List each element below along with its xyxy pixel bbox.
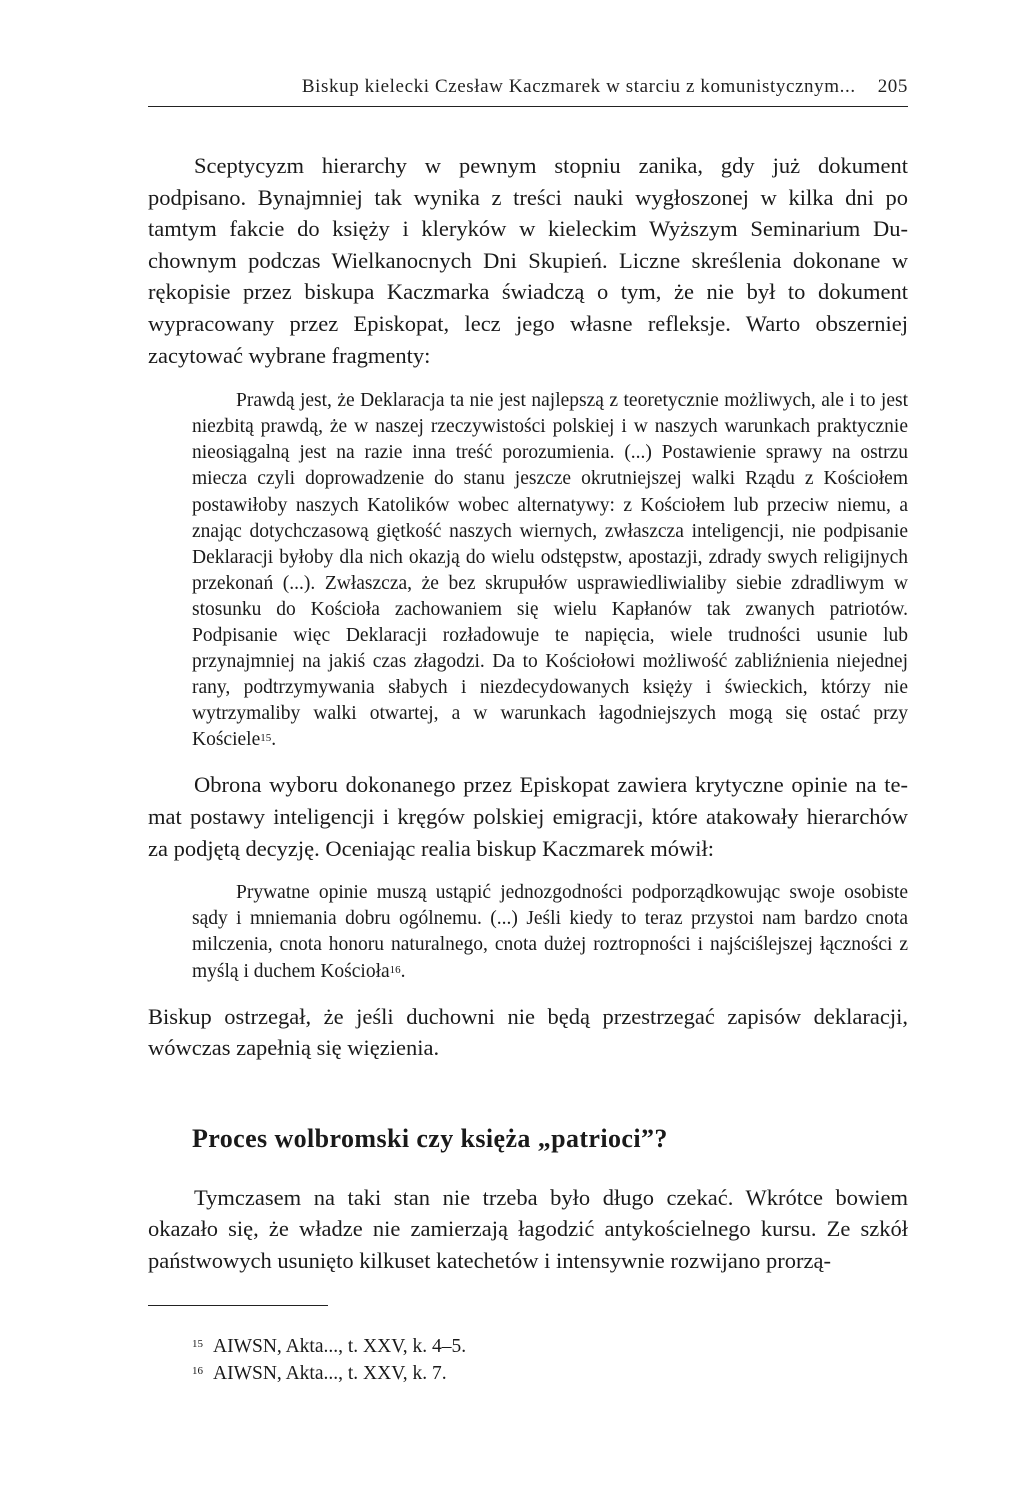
header-rule	[148, 106, 908, 107]
block-quote-1: Prawdą jest, że Deklaracja ta nie jest najlepszą z teoretycznie możliwych, ale i to jest niezbitą prawdą, że w naszej rzeczywistości polskiej i w naszych warunkach praktycznie nieosiągalną jest na razie inna treść porozumienia. (...) Postawienie sprawy na ostrzu miecza czyli doprowadzenie do stanu jeszcze okrutniejszej walki Rządu z Kościołem postawiłoby naszych Katolików wobec alternatywy: z Kościołem lub przeciw niemu, a znając dotychczasową giętkość naszych wiernych, zwłaszcza inteligencji, nie podpisanie Deklaracji byłoby dla nich okazją do wielu odstępstw, apostazji, zdrady swych religijnych przekonań (...). Zwłaszcza, że bez skrupułów usprawiedliwialiby siebie zdradliwym w stosunku do Kościoła zachowaniem się wielu Kapłanów tak zwanych patriotów. Podpisanie więc Deklaracji rozładowuje te napięcia, wiele trudności usunie lub przynajmniej na jakiś czas złagodzi. Da to Kościołowi możliwość zabliźnienia niejednej rany, podtrzymywania słabych i niezdecydowanych księży i świeckich, którzy nie wytrzymaliby walki otwartej, a w warunkach łagodniejszych mogą się ostać przy Kościele$^{15}$.	[192, 390, 908, 751]
page-number: 205	[877, 76, 908, 97]
footnote-number: 16	[192, 1365, 203, 1377]
paragraph-4: Tymczasem na taki stan nie trzeba było długo czekać. Wkrótce bowiem okazało się, że władze nie zamierzają łagodzić antykościelnego kursu. Ze szkół państwowych usunięto kilkuset katechetów i intensywnie rozwijano prorzą-	[148, 1184, 908, 1273]
footnote-text: AIWSN, Akta..., t. XXV, k. 4–5.	[213, 1336, 467, 1357]
footnote-16	[192, 1360, 466, 1387]
paragraph-3: Biskup ostrzegał, że jeśli duchowni nie będą przestrzegać zapisów deklaracji, wówczas zapełnią się więzienia.	[148, 1003, 908, 1061]
footnote-text: AIWSN, Akta..., t. XXV, k. 7.	[213, 1363, 447, 1384]
quote-1-text: Prawdą jest, że Deklaracja ta nie jest najlepszą z teoretycznie możliwych, ale i to jest niezbitą prawdą, że w naszej rzeczywistości polskiej i w naszych warunkach praktycznie nieosiągalną jest na razie inna treść porozumienia. (...) Postawienie sprawy na ostrzu miecza czyli doprowadzenie do stanu jeszcze okrutniejszej walki Rządu z Kościołem postawiłoby naszych Katolików wobec alternatywy: z Kościołem lub przeciw niemu, a znając dotychczasową giętkość naszych wiernych, zwłaszcza inteligencji, nie podpisanie Deklaracji byłoby dla nich okazją do wielu odstępstw, apostazji, zdrady swych religijnych przekonań (...). Zwłaszcza, że bez skrupułów usprawiedliwialiby siebie zdradliwym w stosunku do Kościoła zachowaniem się wielu Kapłanów tak zwanych patriotów. Podpisanie więc Deklaracji rozładowuje te napięcia, wiele trudności usunie lub przynajmniej na jakiś czas złagodzi. Da to Kościołowi możliwość zabliźnienia niejednej rany, podtrzymywania słabych i niezdecydowanych księży i świeckich, którzy nie wytrzymaliby walki otwartej, a w warunkach łagodniejszych mogą się ostać przy Kościele	[192, 390, 908, 751]
footnote-ref-16: 16	[389, 963, 401, 976]
block-quote-2: Prywatne opinie muszą ustąpić jednozgodności podporządkowując swoje osobiste sądy i mniemania dobru ogólnemu. (...) Jeśli kiedy to teraz przystoi nam bardzo cnota milczenia, cnota honoru naturalnego, cnota dużej roztropności i najściślejszej łączności z myślą i duchem Kościoła$^{16}$.	[192, 882, 908, 982]
footnote-15	[192, 1333, 466, 1360]
paragraph-2: Obrona wyboru dokonanego przez Episkopat zawiera krytyczne opinie na temat postawy inteligencji i kręgów polskiej emigracji, które atakowały hierarchów za podjętą decyzję. Oceniając realia biskup Kaczmarek mówił:	[148, 772, 908, 861]
page-body	[148, 150, 908, 1277]
running-head-title: Biskup kielecki Czesław Kaczmarek w starciu z komunistycznym...	[301, 76, 856, 97]
footnote-ref-15: 15	[260, 732, 272, 745]
section-heading: Proces wolbromski czy księża „patrioci”?	[192, 1123, 668, 1153]
footnote-rule	[148, 1305, 328, 1306]
footnotes	[192, 1333, 466, 1387]
running-head	[148, 76, 908, 98]
paragraph-1: Sceptycyzm hierarchy w pewnym stopniu zanika, gdy już dokument podpisano. Bynajmniej tak wynika z treści nauki wygłoszonej w kilka dni po tamtym fakcie do księży i kleryków w kieleckim Wyższym Seminarium Duchownym podczas Wielkanocnych Dni Skupień. Liczne skreślenia dokonane w rękopisie przez biskupa Kaczmarka świadczą o tym, że nie był to dokument wypracowany przez Episkopat, lecz jego własne refleksje. Warto obszerniej zacytować wybrane fragmenty:	[148, 153, 908, 368]
quote-2-text: Prywatne opinie muszą ustąpić jednozgodności podporządkowując swoje osobiste sądy i mniemania dobru ogólnemu. (...) Jeśli kiedy to teraz przystoi nam bardzo cnota milczenia, cnota honoru naturalnego, cnota dużej roztropności i najściślejszej łączności z myślą i duchem Kościoła	[192, 882, 908, 982]
footnote-number: 15	[192, 1338, 203, 1350]
